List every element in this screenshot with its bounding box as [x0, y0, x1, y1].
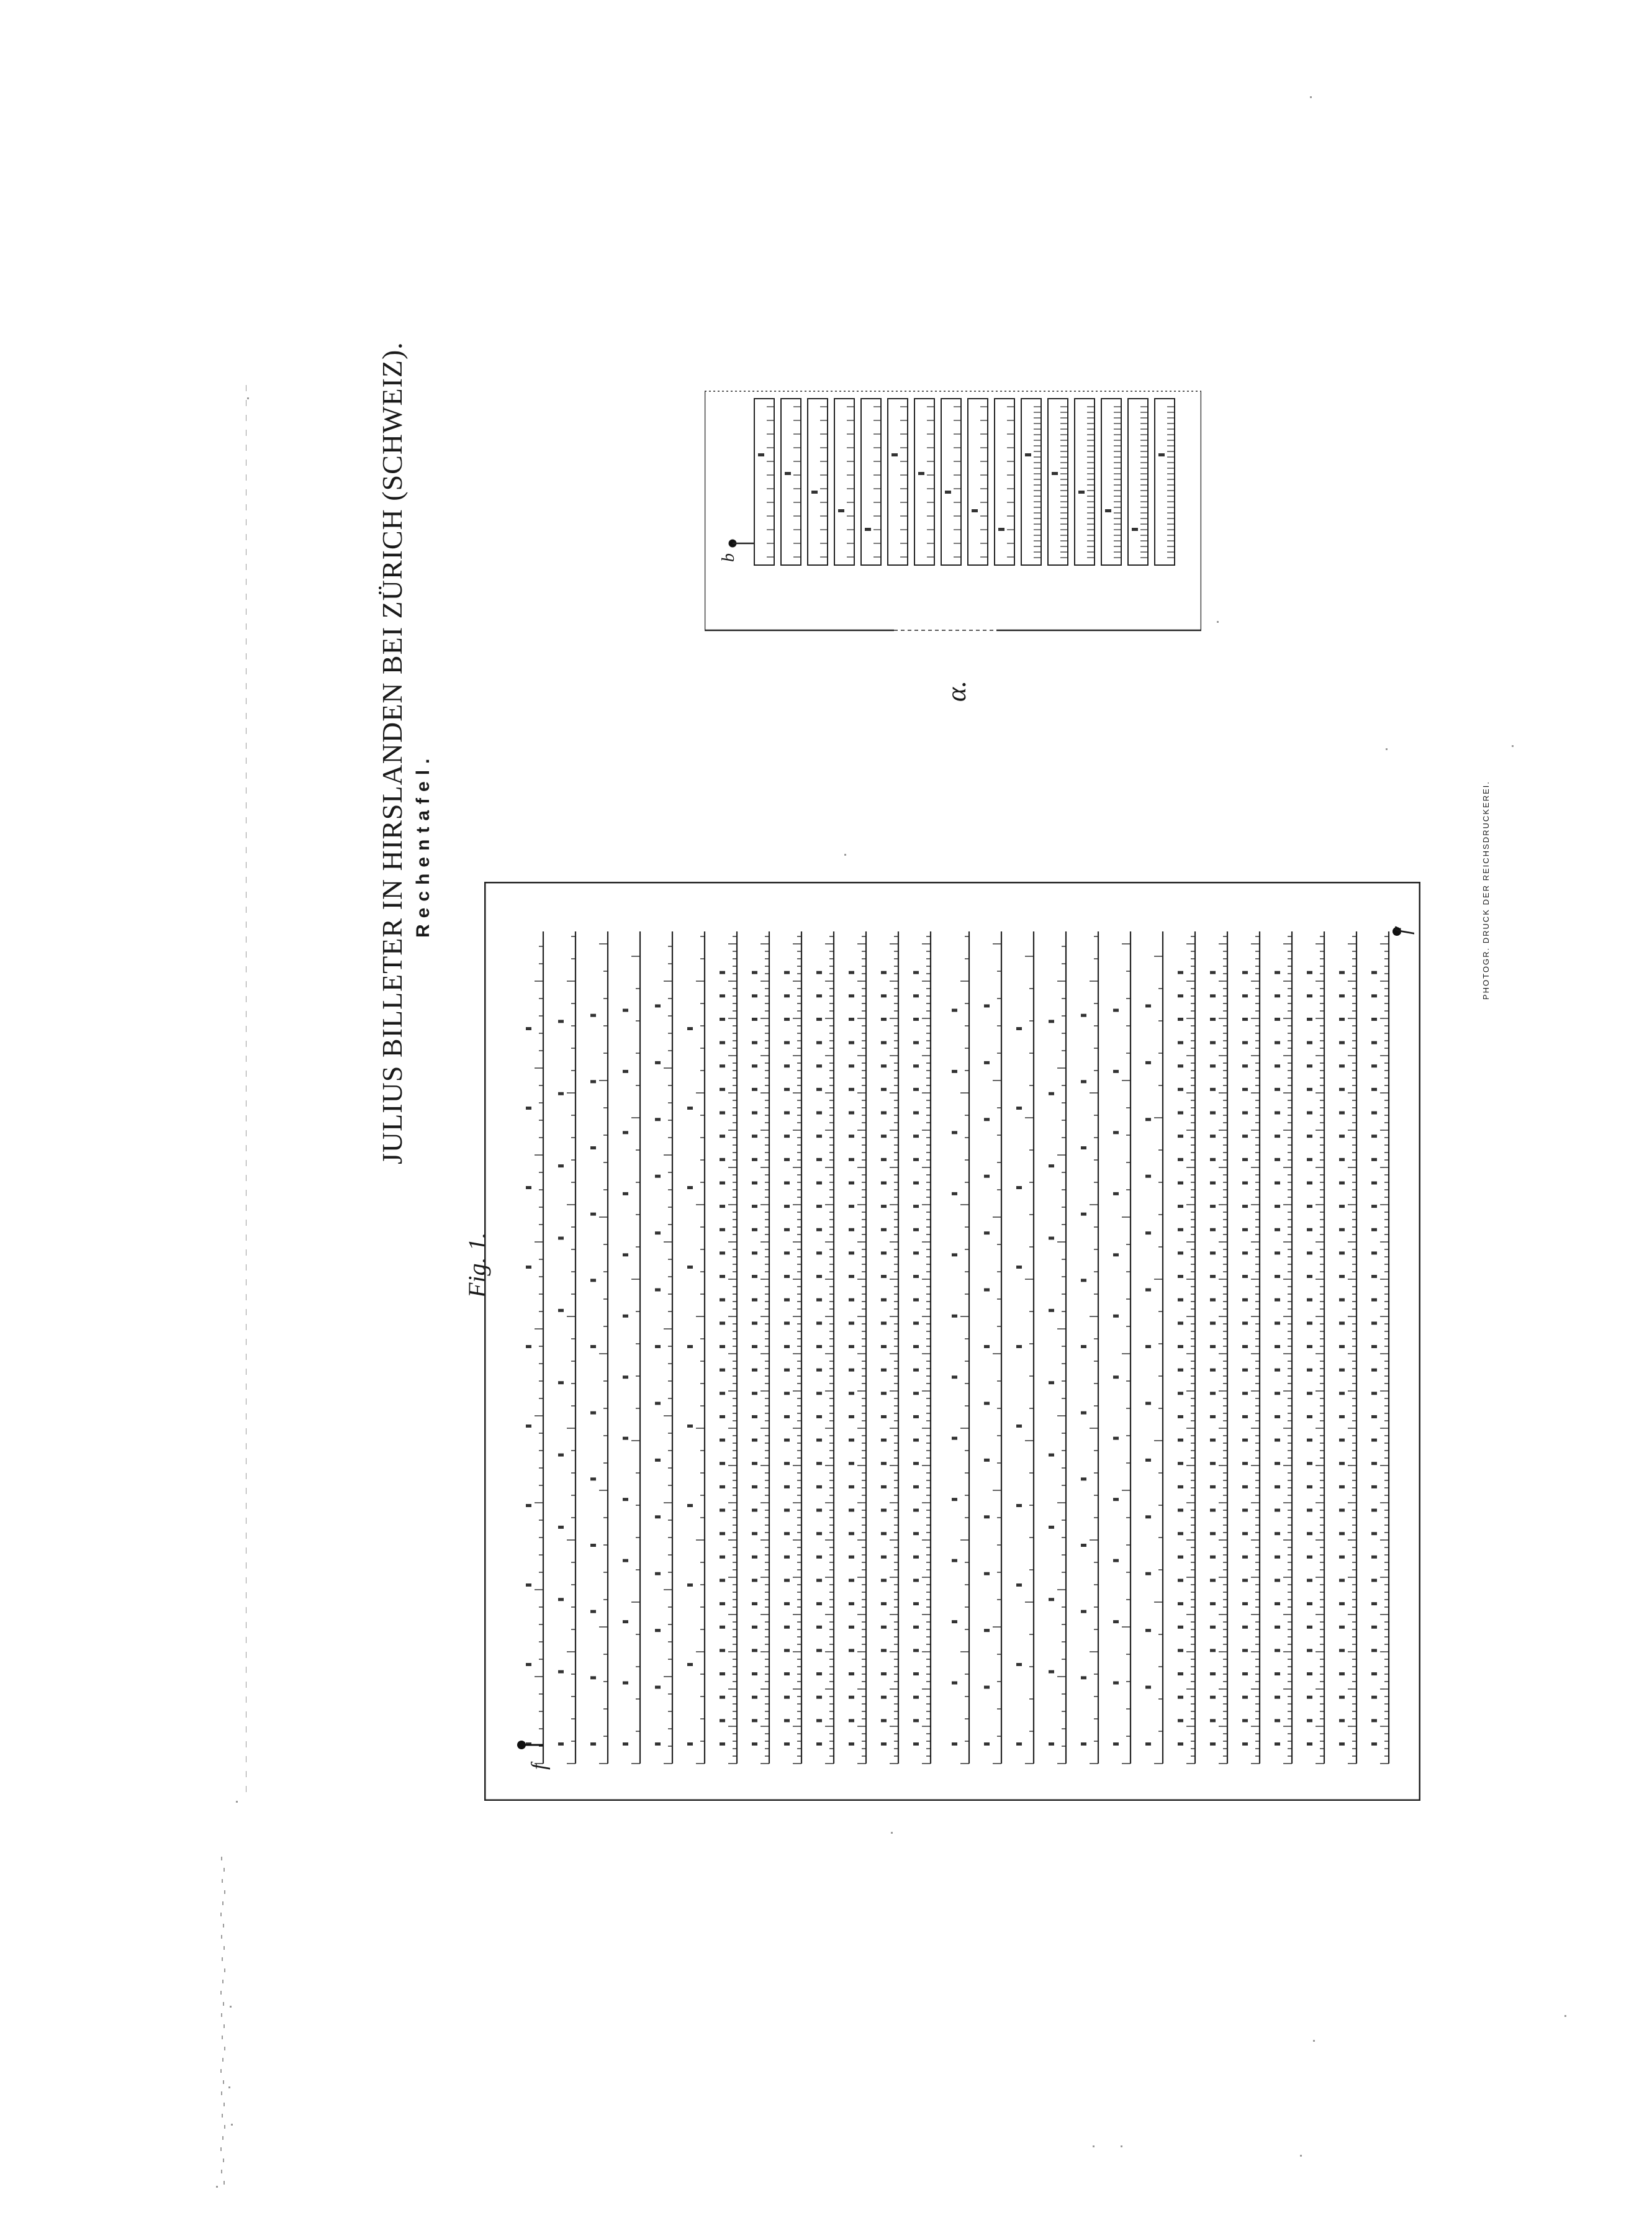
printer-imprint: PHOTOGR. DRUCK DER REICHSDRUCKEREI.	[1481, 781, 1491, 1000]
scale-start-label: f	[528, 1764, 551, 1770]
detail-scales	[705, 385, 1201, 652]
detail-drawing	[705, 385, 1201, 652]
detail-block-label: α.	[941, 680, 972, 702]
scale-end-label: f	[1392, 928, 1415, 935]
table-scales	[484, 882, 1420, 1801]
scale-rows	[526, 931, 1389, 1764]
page-subtitle: Rechentafel.	[413, 752, 433, 938]
page-title: JULIUS BILLETER IN HIRSLANDEN BEI ZÜRICH (SCHWEIZ).	[376, 342, 408, 1164]
detail-pointer-label: b	[719, 553, 738, 562]
calculating-table	[484, 882, 1420, 1801]
figure-label: Fig. 1.	[463, 1232, 491, 1298]
